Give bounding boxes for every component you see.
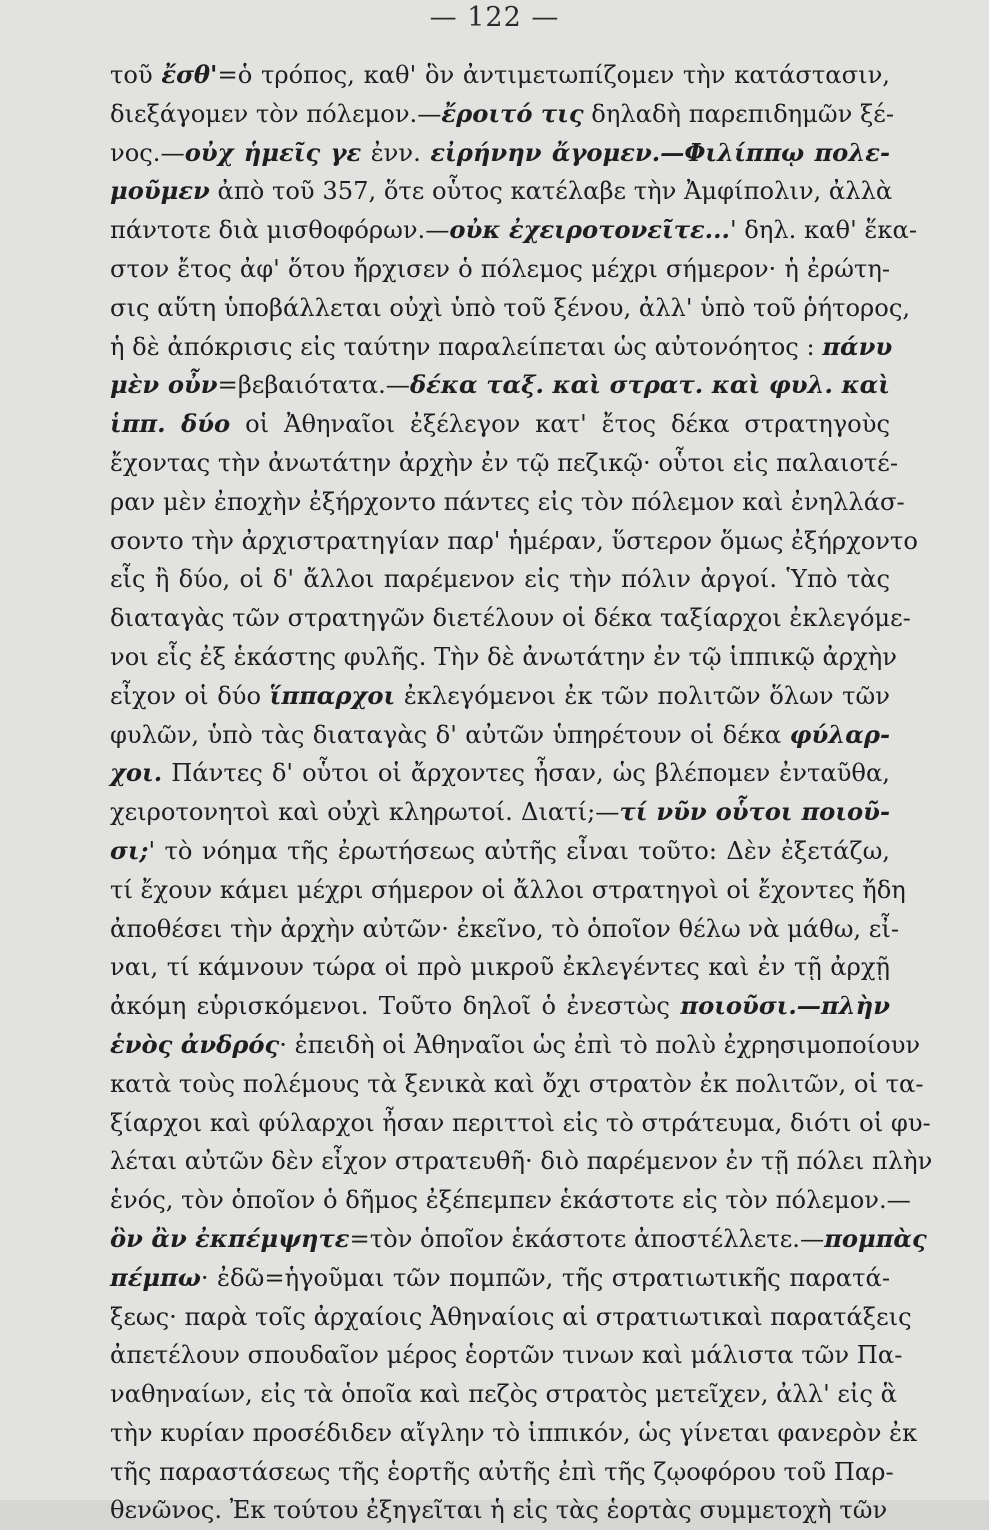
emphasized-text: πέμπω: [110, 1262, 201, 1292]
emphasized-text: τί νῦν οὗτοι ποιοῦ-: [619, 797, 890, 827]
emphasized-text: πομπὰς: [824, 1223, 927, 1253]
text-run: ναθηναίων, εἰς τὰ ὁποῖα καὶ πεζὸς στρατὸς μετεῖχεν, ἀλλ' εἰς ἃ: [110, 1380, 898, 1409]
emphasized-text: μὲν οὖν: [110, 370, 218, 400]
text-run: στον ἔτος ἀφ' ὅτου ἤρχισεν ὁ πόλεμος μέχρι σήμερον· ἡ ἐρώτη-: [110, 254, 890, 283]
text-run: οἱ Ἀθηναῖοι ἐξέλεγον κατ' ἔτος δέκα στρατηγοὺς: [230, 410, 890, 439]
text-line: [110, 871, 906, 910]
text-line: [110, 1336, 903, 1375]
text-line: [110, 172, 893, 211]
text-line: [110, 483, 905, 522]
text-run: ναι, τί κάμνουν τώρα οἱ πρὸ μικροῦ ἐκλεγέντες καὶ ἐν τῇ ἀρχῇ: [110, 953, 890, 982]
text-run: =ὁ τρόπος, καθ' ὃν ἀντιμετωπίζομεν τὴν κατάστασιν,: [217, 61, 890, 89]
text-run: εἷς ἢ δύο, οἱ δ' ἄλλοι παρέμενον εἰς τὴν πόλιν ἀργοί. Ὑπὸ τὰς: [110, 565, 890, 594]
text-run: ' δηλ. καθ' ἕκα-: [729, 216, 918, 245]
text-run: ' τὸ νόημα τῆς ἐρωτήσεως αὐτῆς εἶναι τοῦτο: Δὲν ἐξετάζω,: [148, 836, 890, 865]
text-line: [110, 910, 899, 949]
text-line: [110, 522, 918, 561]
text-line: [110, 987, 890, 1026]
text-line: [110, 328, 893, 367]
text-line: [110, 1104, 931, 1143]
text-run: =τὸν ὁποῖον ἑκάστοτε ἀποστέλλετε.—: [349, 1224, 825, 1253]
emphasized-text: ἑνὸς ἀνδρός: [110, 1029, 280, 1059]
text-run: διαταγὰς τῶν στρατηγῶν διετέλουν οἱ δέκα ταξίαρχοι ἐκλεγόμε-: [110, 604, 911, 633]
text-run: Πάντες δ' οὗτοι οἱ ἄρχοντες ἦσαν, ὡς βλέπομεν ἐνταῦθα,: [162, 759, 890, 788]
text-run: ἀποθέσει τὴν ἀρχὴν αὐτῶν· ἐκεῖνο, τὸ ὁποῖον θέλω νὰ μάθω, εἶ-: [110, 914, 899, 943]
text-run: φυλῶν, ὑπὸ τὰς διαταγὰς δ' αὐτῶν ὑπηρέτουν οἱ δέκα: [110, 720, 790, 749]
text-line: [110, 716, 890, 755]
text-run: τὴν κυρίαν προσέδιδεν αἴγλην τὸ ἱππικόν, ὡς γίνεται φανερὸν ἐκ: [110, 1418, 918, 1447]
text-line: [110, 1026, 921, 1065]
page-number: — 122 —: [429, 2, 560, 33]
text-run: λέται αὐτῶν δὲν εἶχον στρατευθῆ· διὸ παρέμενον ἐν τῇ πόλει πλὴν: [110, 1147, 933, 1176]
text-line: [110, 1414, 918, 1453]
emphasized-text: ἵππαρχοι: [269, 680, 396, 710]
text-line: [110, 1259, 890, 1298]
emphasized-text: ἔσθ': [161, 60, 218, 89]
text-line: [110, 793, 890, 832]
text-line: [110, 638, 897, 677]
emphasized-text: ἱππ. δύο: [110, 409, 231, 439]
emphasized-text: ποιοῦσι.—πλὴν: [680, 991, 890, 1021]
emphasized-text: φύλαρ-: [789, 719, 890, 749]
emphasized-text: ἔροιτό τις: [441, 98, 584, 128]
body-text: [110, 56, 933, 1530]
text-run: ἐκλεγόμενοι ἐκ τῶν πολιτῶν ὅλων τῶν: [395, 681, 890, 710]
text-line: [110, 95, 895, 134]
text-line: [110, 1220, 927, 1259]
text-run: σις αὕτη ὑποβάλλεται οὐχὶ ὑπὸ τοῦ ξένου, ἀλλ' ὑπὸ τοῦ ῥήτορος,: [110, 293, 911, 322]
text-run: τοῦ: [110, 61, 162, 89]
text-run: ἀπετέλουν σπουδαῖον μέρος ἑορτῶν τινων καὶ μάλιστα τῶν Πα-: [110, 1341, 903, 1370]
text-run: χειροτονητοὶ καὶ οὐχὶ κληρωτοί. Διατί;—: [110, 798, 620, 827]
text-run: ἀκόμη εὑρισκόμενοι. Τοῦτο δηλοῖ ὁ ἐνεστὼς: [110, 992, 681, 1021]
text-run: νος.—: [110, 138, 185, 167]
text-line: [110, 677, 890, 716]
text-line: [110, 444, 899, 483]
text-line: [110, 948, 890, 987]
text-run: =βεβαιότατα.—: [217, 371, 410, 400]
text-run: ραν μὲν ἐποχὴν ἐξήρχοντο πάντες εἰς τὸν πόλεμον καὶ ἐνηλλάσ-: [110, 487, 905, 516]
text-run: νοι εἷς ἐξ ἑκάστης φυλῆς. Τὴν δὲ ἀνωτάτην ἐν τῷ ἱππικῷ ἀρχὴν: [110, 642, 897, 671]
text-run: ἡ δὲ ἀπόκρισις εἰς ταύτην παραλείπεται ὡς αὐτονόητος :: [110, 332, 823, 361]
text-run: ξίαρχοι καὶ φύλαρχοι ἦσαν περιττοὶ εἰς τὸ στράτευμα, διότι οἱ φυ-: [110, 1108, 931, 1137]
text-run: ἔχοντας τὴν ἀνωτάτην ἀρχὴν ἐν τῷ πεζικῷ· οὗτοι εἰς παλαιοτέ-: [110, 448, 899, 477]
text-run: ξεως· παρὰ τοῖς ἀρχαίοις Ἀθηναίοις αἱ στρατιωτικαὶ παρατάξεις: [110, 1302, 912, 1331]
text-run: εἶχον οἱ δύο: [110, 681, 270, 710]
emphasized-text: ὃν ἂν ἐκπέμψητε: [110, 1223, 350, 1253]
emphasized-text: μοῦμεν: [110, 176, 210, 206]
text-run: κατὰ τοὺς πολέμους τὰ ξενικὰ καὶ ὄχι στρατὸν ἐκ πολιτῶν, οἱ τα-: [110, 1069, 924, 1098]
emphasized-text: σι;: [110, 835, 149, 865]
text-run: διεξάγομεν τὸν πόλεμον.—: [110, 99, 442, 128]
text-line: [110, 599, 911, 638]
emphasized-text: χοι.: [110, 758, 163, 788]
text-line: [110, 832, 890, 871]
text-line: [110, 1491, 890, 1530]
text-line: [110, 405, 890, 444]
text-run: ἐνν.: [361, 138, 431, 167]
text-run: δηλαδὴ παρεπιδημῶν ξέ-: [583, 99, 895, 128]
text-line: [110, 289, 911, 328]
text-line: [110, 56, 890, 95]
text-run: ἀπὸ τοῦ 357, ὅτε οὗτος κατέλαβε τὴν Ἀμφίπολιν, ἀλλὰ: [209, 177, 893, 206]
text-run: τῆς παραστάσεως τῆς ἑορτῆς αὐτῆς ἐπὶ τῆς ζῳοφόρου τοῦ Παρ-: [110, 1457, 894, 1486]
emphasized-text: οὐχ ἡμεῖς γε: [184, 137, 362, 167]
emphasized-text: εἰρήνην ἄγομεν.—Φιλίππῳ πολε-: [430, 137, 891, 167]
text-line: [110, 134, 890, 173]
text-line: [110, 1375, 898, 1414]
text-line: [110, 1453, 894, 1492]
text-line: [110, 754, 890, 793]
text-run: · ἐδῶ=ἡγοῦμαι τῶν πομπῶν, τῆς στρατιωτικῆς παρατά-: [200, 1263, 890, 1292]
text-line: [110, 250, 890, 289]
text-line: [110, 211, 918, 250]
text-run: τί ἔχουν κάμει μέχρι σήμερον οἱ ἄλλοι στρατηγοὶ οἱ ἔχοντες ἤδη: [110, 875, 906, 904]
emphasized-text: δέκα ταξ. καὶ στρατ. καὶ φυλ. καὶ: [410, 370, 891, 400]
text-run: θενῶνος. Ἐκ τούτου ἐξηγεῖται ἡ εἰς τὰς ἑορτὰς συμμετοχὴ τῶν: [110, 1496, 888, 1525]
text-line: [110, 366, 890, 405]
text-run: · ἐπειδὴ οἱ Ἀθηναῖοι ὡς ἐπὶ τὸ πολὺ ἐχρησιμοποίουν: [279, 1030, 921, 1059]
text-run: σοντο τὴν ἀρχιστρατηγίαν παρ' ἡμέραν, ὕστερον ὅμως ἐξήρχοντο: [110, 526, 918, 555]
emphasized-text: οὐκ ἐχειροτονεῖτε...: [449, 215, 730, 245]
text-run: πάντοτε διὰ μισθοφόρων.—: [110, 216, 450, 245]
text-line: [110, 1298, 912, 1337]
text-line: [110, 1181, 911, 1220]
emphasized-text: πάνυ: [822, 331, 893, 361]
text-line: [110, 1065, 924, 1104]
text-line: [110, 1142, 933, 1181]
text-line: [110, 560, 890, 599]
text-run: ἑνός, τὸν ὁποῖον ὁ δῆμος ἐξέπεμπεν ἑκάστοτε εἰς τὸν πόλεμον.—: [110, 1186, 911, 1215]
